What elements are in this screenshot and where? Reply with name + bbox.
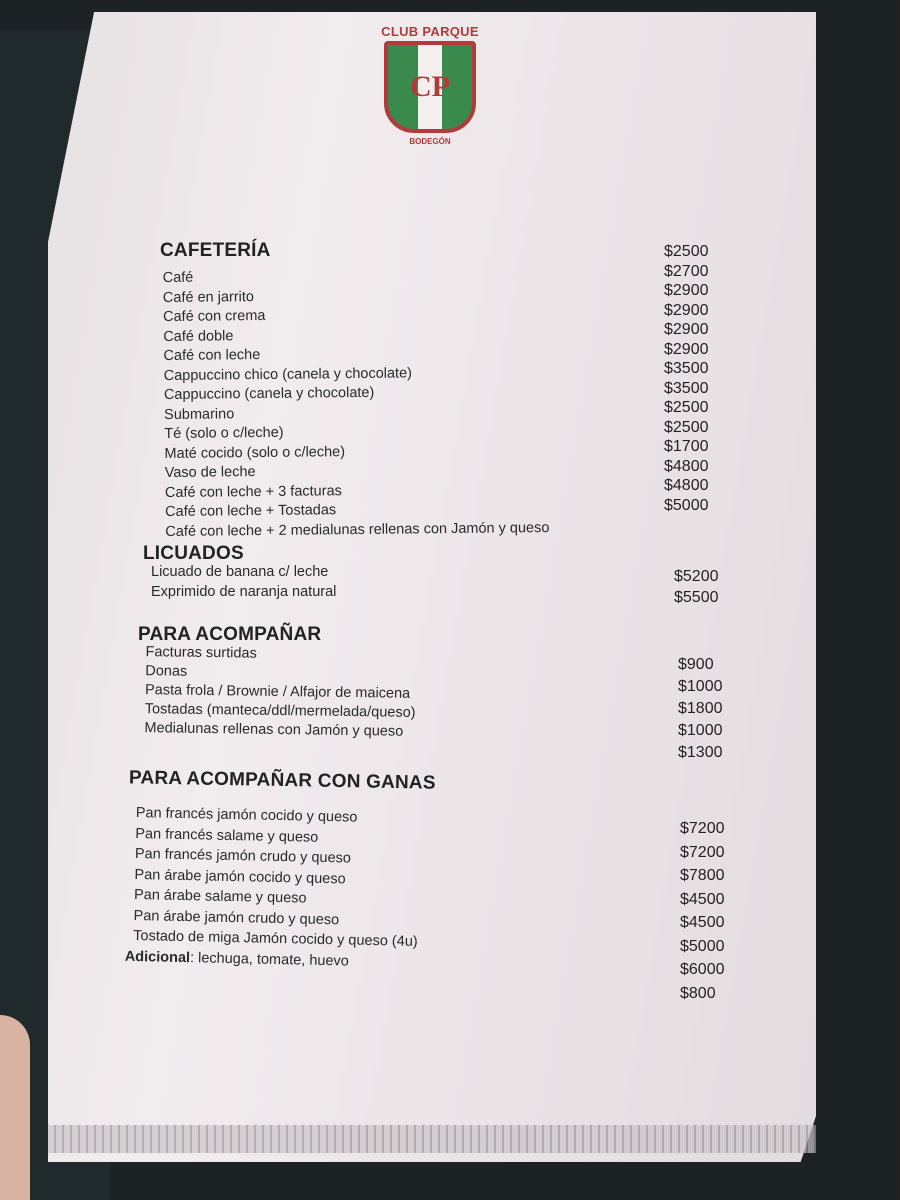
additional-label: Adicional xyxy=(124,948,191,966)
menu-item-price: $800 xyxy=(680,984,716,1002)
menu-item-name: Pan árabe salame y queso xyxy=(133,886,307,907)
additional-text: : lechuga, tomate, huevo xyxy=(189,949,349,969)
menu-item-name: Café con leche xyxy=(163,347,261,365)
menu-item-name: Maté cocido (solo o c/leche) xyxy=(164,443,346,462)
menu-item-name: Café en jarrito xyxy=(162,288,255,306)
menu-item-name: Pan francés jamón crudo y queso xyxy=(134,845,352,867)
menu-item-price: $4800 xyxy=(664,457,709,475)
menu-item-name: Té (solo o c/leche) xyxy=(164,424,284,443)
cafeteria-prices xyxy=(664,242,709,515)
menu-item-name: Vaso de leche xyxy=(164,464,256,482)
section-title: LICUADOS xyxy=(143,543,244,564)
menu-item-name: Café con crema xyxy=(163,307,266,326)
menu-item-name: Exprimido de naranja natural xyxy=(151,583,337,600)
finger xyxy=(0,1015,30,1200)
section-title: PARA ACOMPAÑAR CON GANAS xyxy=(128,767,436,794)
menu-item-price: $2900 xyxy=(664,340,709,358)
menu-item-price: $6000 xyxy=(680,961,725,978)
menu-item-price: $5200 xyxy=(674,568,719,585)
menu-item-price: $4800 xyxy=(664,477,709,494)
menu-item-name: Pan árabe jamón crudo y queso xyxy=(133,907,340,928)
section-licuados xyxy=(143,543,244,565)
menu-item-name: Pan árabe jamón cocido y queso xyxy=(134,866,346,887)
para-acompanar-prices xyxy=(678,654,723,764)
menu-item-price: $2700 xyxy=(664,262,709,280)
menu-item-name: Café con leche + 2 medialunas rellenas con Jamón y queso xyxy=(165,519,550,540)
section-cafeteria xyxy=(160,240,271,262)
menu-item-price: $1700 xyxy=(664,438,709,455)
menu-item-name: Café con leche + 3 facturas xyxy=(164,482,342,501)
menu-item-name: Facturas surtidas xyxy=(145,644,257,662)
menu-item-price: $1300 xyxy=(678,744,723,761)
menu-item-price: $900 xyxy=(678,656,714,673)
logo-bottom-text: BODEGÓN xyxy=(409,137,451,146)
menu-item-name: Tostadas (manteca/ddl/mermelada/queso) xyxy=(144,701,416,721)
para-acompanar-items xyxy=(144,643,416,742)
menu-item-name: Tostado de miga Jamón cocido y queso (4u) xyxy=(133,927,418,950)
menu-item-name: Pasta frola / Brownie / Alfajor de maicena xyxy=(144,682,411,702)
club-parque-logo xyxy=(372,24,488,146)
menu-item-price: $1000 xyxy=(678,722,723,739)
menu-item-price: $2500 xyxy=(664,243,709,260)
menu-item-name: Licuado de banana c/ leche xyxy=(151,564,329,580)
menu-item-price: $1000 xyxy=(678,678,723,695)
menu-item-price: $2900 xyxy=(664,321,709,338)
section-title: PARA ACOMPAÑAR xyxy=(138,624,322,645)
menu-item-name: Pan francés salame y queso xyxy=(135,825,319,846)
menu-item-name: Medialunas rellenas con Jamón y queso xyxy=(144,720,404,740)
menu-item-name: Submarino xyxy=(164,405,235,423)
menu-item-price: $4500 xyxy=(680,890,725,908)
menu-item-name: Cappuccino chico (canela y chocolate) xyxy=(163,364,413,384)
menu-item-price: $2500 xyxy=(664,418,709,436)
menu-item-price: $3500 xyxy=(664,379,709,397)
menu-item-name: Cappuccino (canela y chocolate) xyxy=(163,384,375,404)
menu-item-price: $2900 xyxy=(664,282,709,299)
menu-item-name: Donas xyxy=(145,663,188,680)
menu-item-name: Pan francés jamón cocido y queso xyxy=(135,804,358,826)
menu-item-price: $5000 xyxy=(664,496,709,514)
con-ganas-items xyxy=(124,803,421,973)
menu-item-name: Café xyxy=(162,269,194,287)
menu-item-name: Café doble xyxy=(163,327,234,345)
cafeteria-items xyxy=(163,265,550,542)
menu-item-price: $3500 xyxy=(664,360,709,377)
menu-item-name: Café con leche + Tostadas xyxy=(165,502,337,521)
menu-item-price: $7200 xyxy=(680,820,725,837)
menu-item-price: $1800 xyxy=(678,700,723,717)
licuados-items xyxy=(151,563,336,602)
menu-item-price: $2500 xyxy=(664,399,709,416)
licuados-prices xyxy=(674,566,719,608)
menu-item-price: $7200 xyxy=(680,843,725,861)
sleeve-edge xyxy=(48,1125,816,1153)
menu-item-price: $5000 xyxy=(680,937,725,955)
menu-item-price: $7800 xyxy=(680,867,725,884)
con-ganas-prices xyxy=(680,817,725,1005)
logo-initials: CP xyxy=(410,70,450,103)
shield-icon xyxy=(384,41,476,133)
logo-top-text: CLUB PARQUE xyxy=(381,24,479,39)
section-title: CAFETERÍA xyxy=(160,240,271,261)
menu-item-price: $5500 xyxy=(674,589,719,606)
menu-item-price: $4500 xyxy=(680,914,725,931)
menu-item-price: $2900 xyxy=(664,301,709,319)
